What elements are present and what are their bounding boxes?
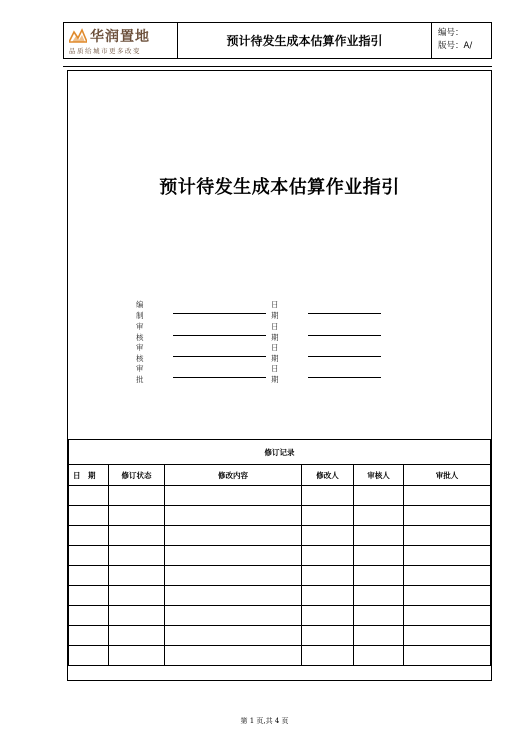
table-row [69, 586, 491, 606]
header-title: 预计待发生成本估算作业指引 [178, 23, 432, 58]
table-row [69, 546, 491, 566]
date-line [308, 377, 381, 378]
table-row [69, 566, 491, 586]
column-header: 日 期 [69, 465, 109, 486]
signature-line [173, 313, 266, 314]
table-cell [302, 486, 354, 506]
header-meta [432, 23, 491, 58]
table-row [69, 526, 491, 546]
table-cell [69, 506, 109, 526]
header-rule [63, 66, 492, 67]
signature-label: 审核 [136, 343, 144, 363]
revision-table [68, 439, 491, 666]
version-label: 版号：A/ [438, 41, 473, 51]
table-cell [109, 546, 165, 566]
signature-line [173, 356, 266, 357]
column-header: 修改人 [302, 465, 354, 486]
company-logo [64, 23, 178, 58]
document-body [67, 70, 492, 681]
logo-slogan: 品质给城市更多改变 [69, 47, 141, 55]
signature-label: 编制 [136, 300, 144, 320]
table-cell [404, 626, 491, 646]
table-cell [69, 646, 109, 666]
table-cell [69, 586, 109, 606]
table-row [69, 626, 491, 646]
table-cell [109, 566, 165, 586]
logo-name: 华润置地 [90, 29, 150, 45]
signature-label: 审批 [136, 364, 144, 384]
table-cell [165, 646, 302, 666]
table-row [69, 486, 491, 506]
table-cell [404, 546, 491, 566]
table-cell [165, 506, 302, 526]
table-cell [109, 646, 165, 666]
table-cell [165, 526, 302, 546]
column-header: 修改内容 [165, 465, 302, 486]
table-cell [69, 606, 109, 626]
date-label: 日期 [271, 364, 279, 384]
table-cell [109, 606, 165, 626]
table-cell [109, 586, 165, 606]
table-cell [69, 626, 109, 646]
table-cell [354, 586, 404, 606]
column-header: 审核人 [354, 465, 404, 486]
signature-line [173, 377, 266, 378]
table-cell [165, 626, 302, 646]
table-cell [302, 566, 354, 586]
table-cell [165, 586, 302, 606]
date-line [308, 356, 381, 357]
table-cell [165, 566, 302, 586]
table-cell [69, 566, 109, 586]
date-label: 日期 [271, 322, 279, 342]
table-cell [165, 606, 302, 626]
table-cell [354, 626, 404, 646]
document-title: 预计待发生成本估算作业指引 [159, 177, 400, 198]
table-cell [165, 546, 302, 566]
signature-line [173, 335, 266, 336]
table-cell [109, 626, 165, 646]
table-cell [302, 646, 354, 666]
table-cell [302, 606, 354, 626]
table-cell [404, 646, 491, 666]
table-cell [165, 486, 302, 506]
table-cell [404, 486, 491, 506]
table-cell [69, 486, 109, 506]
table-cell [109, 486, 165, 506]
column-header: 审批人 [404, 465, 491, 486]
document-header [63, 22, 492, 59]
table-cell [69, 526, 109, 546]
table-cell [302, 526, 354, 546]
revision-caption: 修订记录 [69, 440, 491, 465]
table-cell [302, 546, 354, 566]
table-cell [302, 626, 354, 646]
table-cell [354, 646, 404, 666]
table-cell [404, 586, 491, 606]
table-cell [354, 486, 404, 506]
page-footer: 第 1 页,共 4 页 [240, 717, 289, 725]
table-cell [404, 566, 491, 586]
document-number-label: 编号： [438, 28, 464, 38]
table-cell [404, 526, 491, 546]
table-cell [404, 506, 491, 526]
revision-rows [69, 486, 491, 666]
date-label: 日期 [271, 300, 279, 320]
table-cell [354, 506, 404, 526]
table-cell [354, 606, 404, 626]
signature-label: 审核 [136, 322, 144, 342]
date-line [308, 313, 381, 314]
table-cell [109, 526, 165, 546]
table-row [69, 646, 491, 666]
table-cell [109, 506, 165, 526]
table-cell [69, 546, 109, 566]
table-cell [354, 566, 404, 586]
mountain-logo-icon [69, 27, 87, 43]
table-cell [302, 506, 354, 526]
table-cell [302, 586, 354, 606]
table-row [69, 506, 491, 526]
table-cell [354, 546, 404, 566]
date-line [308, 335, 381, 336]
date-label: 日期 [271, 343, 279, 363]
table-cell [354, 526, 404, 546]
table-cell [404, 606, 491, 626]
table-row [69, 606, 491, 626]
column-header: 修订状态 [109, 465, 165, 486]
